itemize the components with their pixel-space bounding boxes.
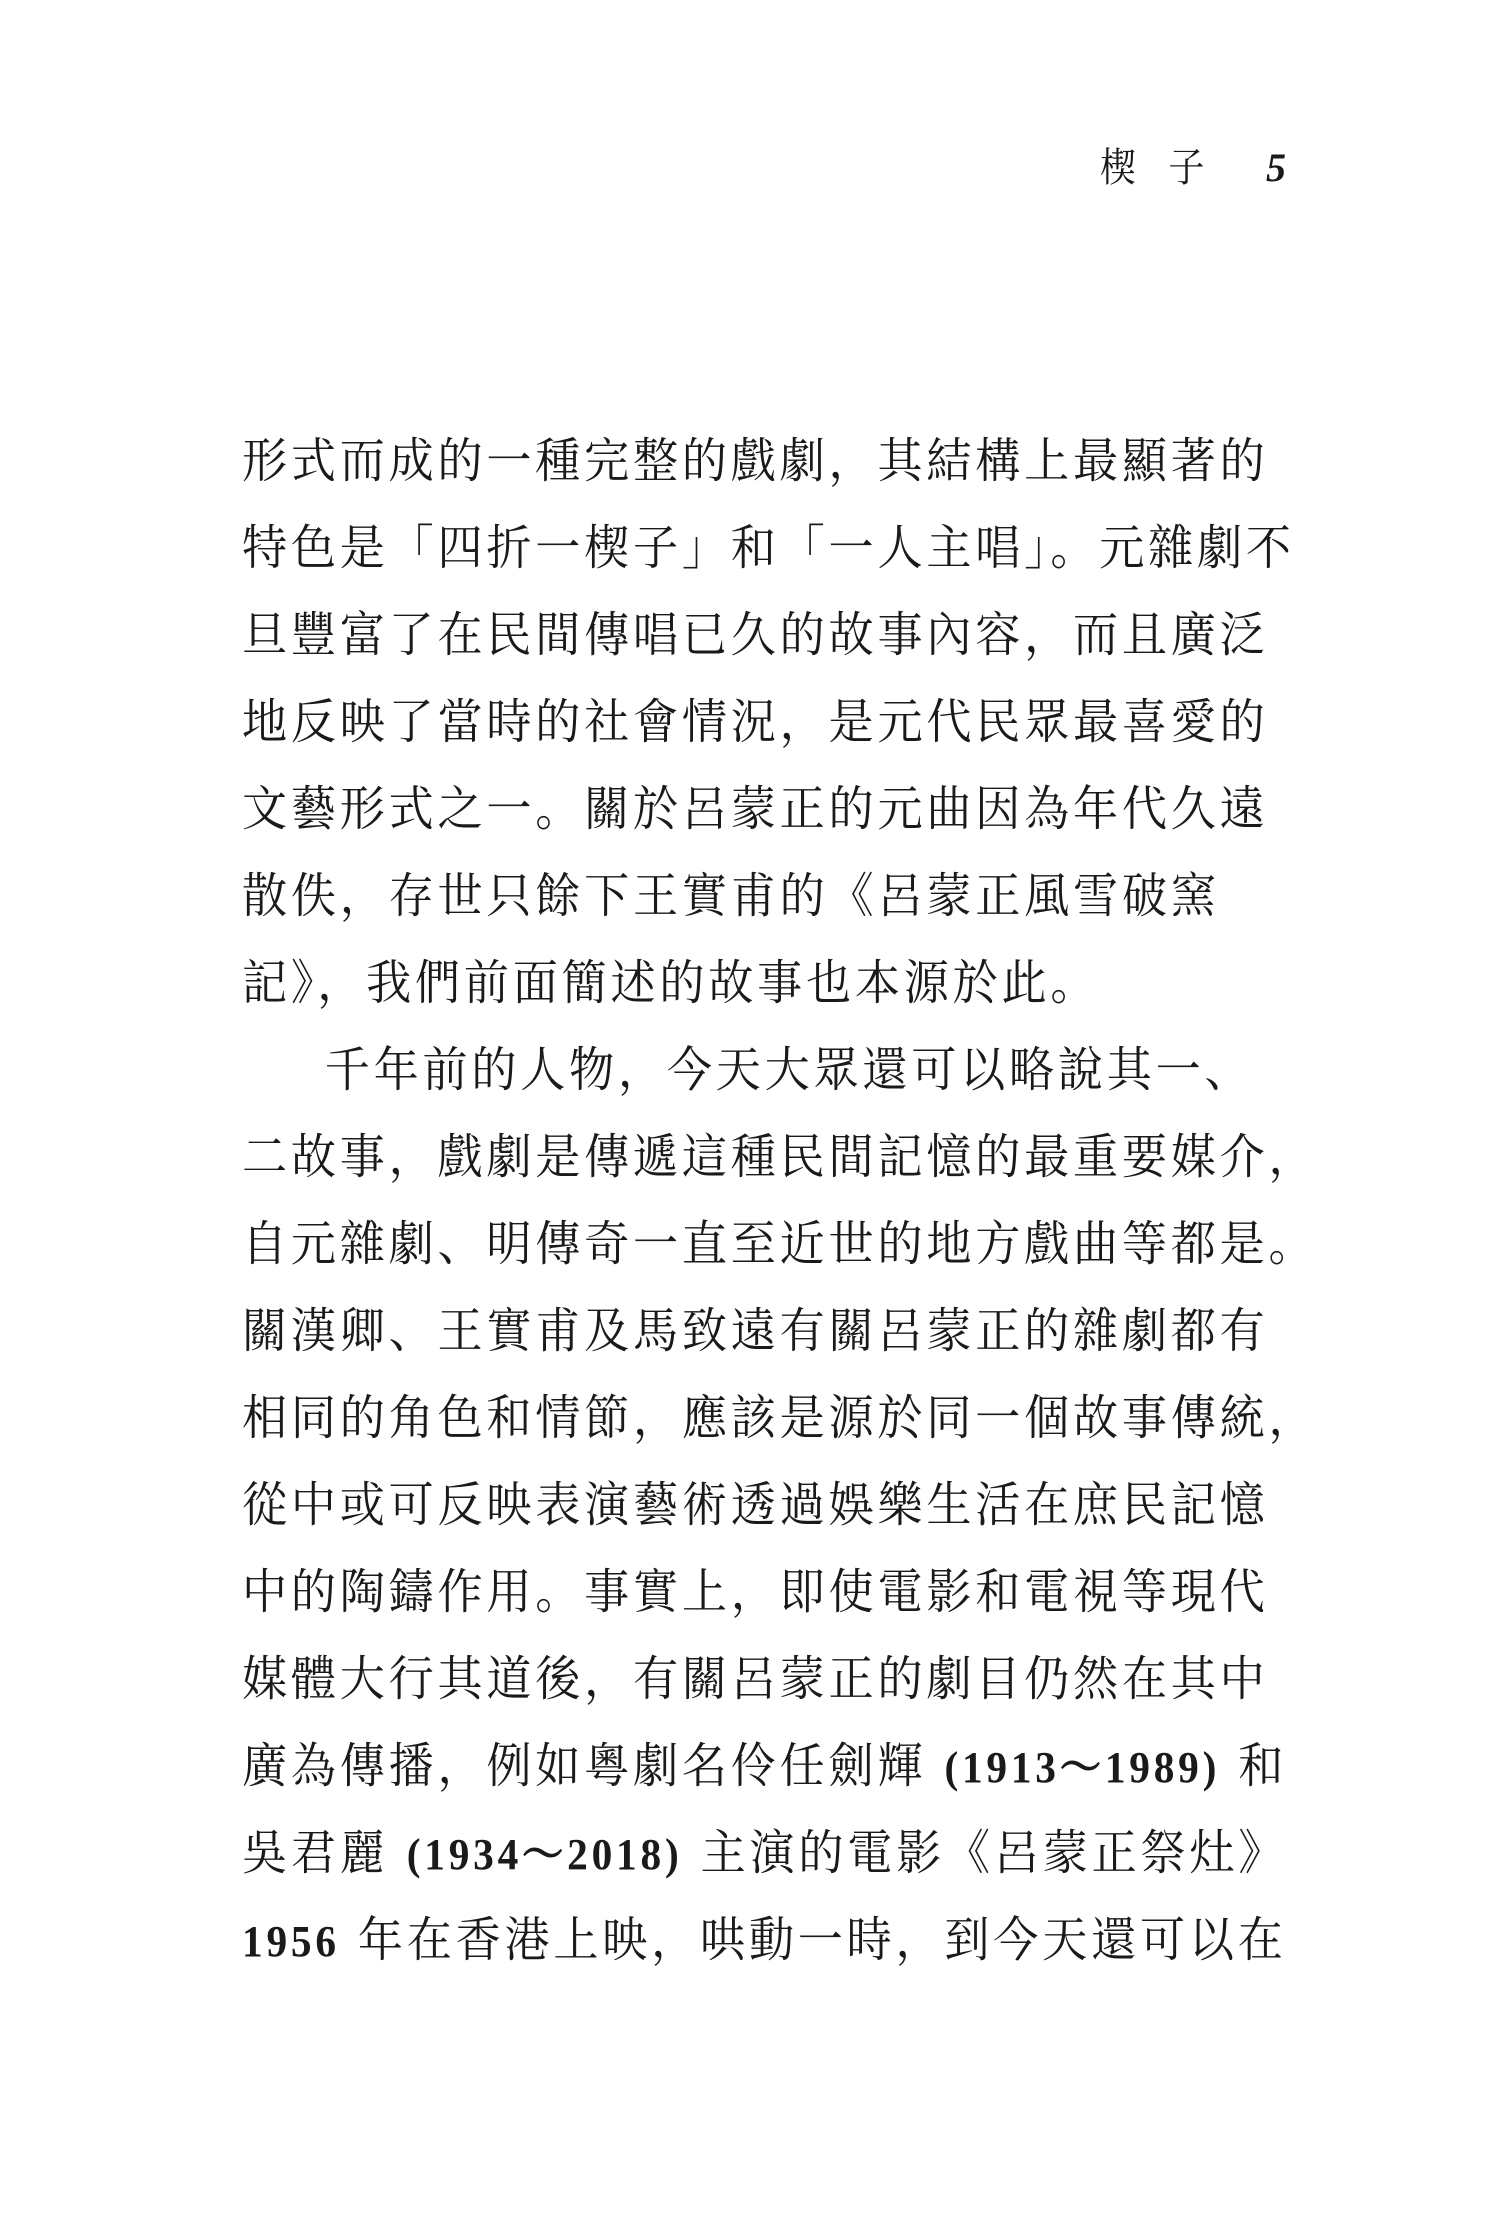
text-line: 從中或可反映表演藝術透過娛樂生活在庶民記憶 [242, 1477, 1269, 1533]
text-line: 中的陶鑄作用。事實上，即使電影和電視等現代 [242, 1564, 1269, 1620]
text-line: 旦豐富了在民間傳唱已久的故事內容，而且廣泛 [242, 607, 1269, 663]
running-header [1100, 138, 1300, 198]
text-segment: 年在香港上映，哄動一時，到今天還可以在 [357, 1912, 1287, 1968]
text-line-with-years [242, 1810, 1288, 1897]
lifespan-years: (1913～1989) [944, 1743, 1221, 1792]
text-line-with-year [242, 1897, 1287, 1984]
text-line: 特色是「四折一楔子」和「一人主唱」。元雜劇不 [242, 520, 1295, 576]
chapter-title: 楔子 [1100, 145, 1237, 191]
text-line: 文藝形式之一。關於呂蒙正的元曲因為年代久遠 [242, 781, 1269, 837]
text-line: 地反映了當時的社會情況，是元代民眾最喜愛的 [242, 694, 1269, 750]
release-year: 1956 [242, 1917, 340, 1966]
text-segment: 廣為傳播，例如粵劇名伶任劍輝 [242, 1738, 927, 1794]
text-line: 關漢卿、王實甫及馬致遠有關呂蒙正的雜劇都有 [242, 1303, 1269, 1359]
text-line: 二故事，戲劇是傳遞這種民間記憶的最重要媒介， [242, 1129, 1318, 1185]
text-line: 相同的角色和情節，應該是源於同一個故事傳統， [242, 1390, 1318, 1446]
text-line: 媒體大行其道後，有關呂蒙正的劇目仍然在其中 [242, 1651, 1269, 1707]
body-text [242, 418, 1318, 1984]
text-line: 記》，我們前面簡述的故事也本源於此。 [242, 955, 1100, 1011]
lifespan-years: (1934～2018) [406, 1830, 683, 1879]
text-segment: 吳君麗 [242, 1825, 389, 1881]
paragraph-first-line: 千年前的人物，今天大眾還可以略說其一、 [324, 1042, 1254, 1098]
text-line-with-years [242, 1723, 1288, 1810]
text-line: 自元雜劇、明傳奇一直至近世的地方戲曲等都是。 [242, 1216, 1318, 1272]
page-number: 5 [1266, 145, 1286, 190]
text-segment: 和 [1238, 1738, 1288, 1794]
text-segment: 主演的電影《呂蒙正祭灶》 [700, 1825, 1288, 1881]
text-line: 形式而成的一種完整的戲劇，其結構上最顯著的 [242, 433, 1269, 489]
text-line: 散佚，存世只餘下王實甫的《呂蒙正風雪破窯 [242, 868, 1220, 924]
